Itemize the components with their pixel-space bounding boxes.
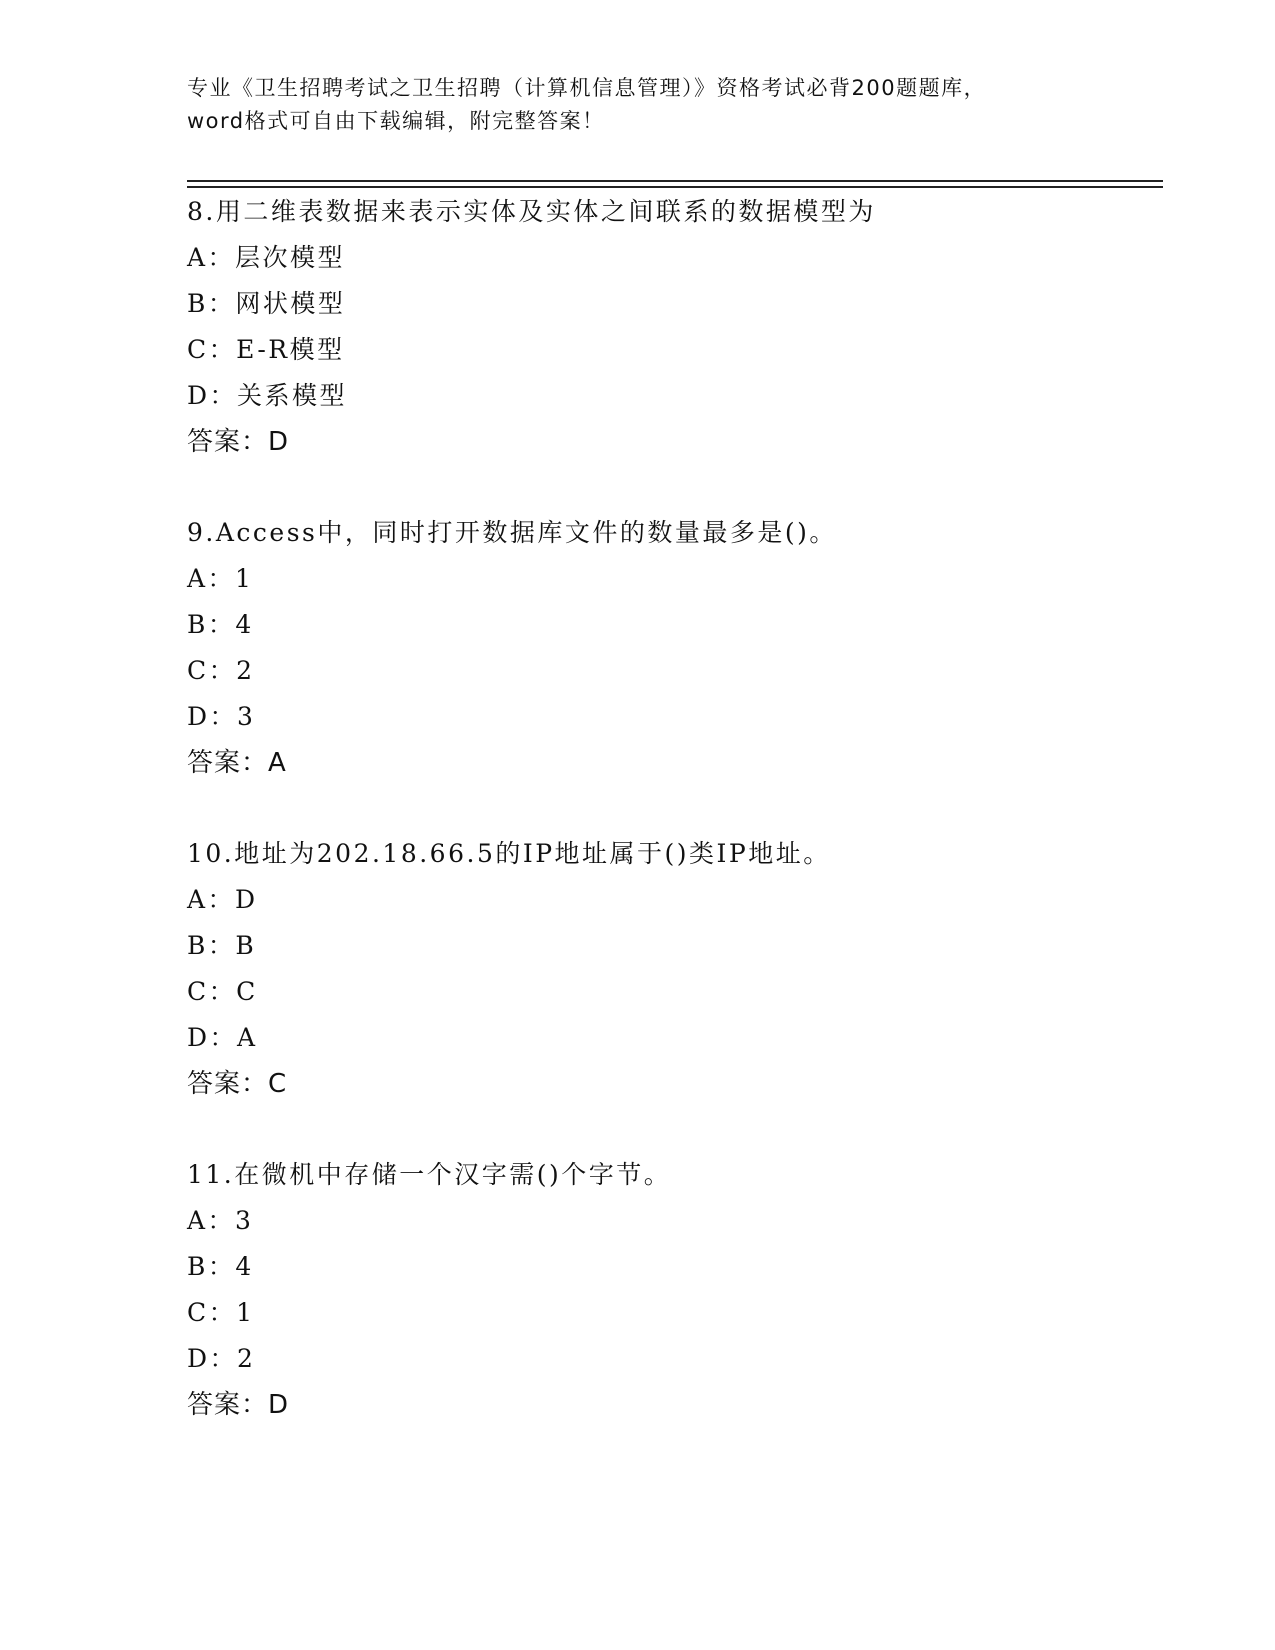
question-stem: 9.Access中，同时打开数据库文件的数量最多是()。 xyxy=(187,518,837,547)
answer-label: 答案：A xyxy=(187,748,287,778)
option-d: D：A xyxy=(187,1023,258,1052)
option-c: C：1 xyxy=(187,1298,255,1327)
option-d: D：关系模型 xyxy=(187,381,348,410)
option-c: C：E-R模型 xyxy=(187,335,345,364)
question-stem: 11.在微机中存储一个汉字需()个字节。 xyxy=(187,1160,672,1189)
question-stem: 10.地址为202.18.66.5的IP地址属于()类IP地址。 xyxy=(187,839,831,868)
answer-label: 答案：D xyxy=(187,1390,290,1420)
answer-label: 答案：C xyxy=(187,1069,288,1099)
option-c: C：2 xyxy=(187,656,255,685)
question-9 xyxy=(187,510,1147,786)
header-divider-top xyxy=(187,180,1163,182)
option-b: B：网状模型 xyxy=(187,289,346,318)
header-line-1: 专业《卫生招聘考试之卫生招聘（计算机信息管理）》资格考试必背200题题库， xyxy=(187,76,987,100)
question-10 xyxy=(187,831,1147,1107)
question-11 xyxy=(187,1152,1147,1428)
option-a: A：D xyxy=(187,885,258,914)
option-b: B：4 xyxy=(187,1252,254,1281)
header-divider-bottom xyxy=(187,186,1163,188)
option-a: A：1 xyxy=(187,564,254,593)
answer-label: 答案：D xyxy=(187,427,290,457)
option-c: C：C xyxy=(187,977,258,1006)
option-a: A：层次模型 xyxy=(187,243,346,272)
option-b: B：4 xyxy=(187,610,254,639)
question-stem: 8.用二维表数据来表示实体及实体之间联系的数据模型为 xyxy=(187,197,876,226)
document-header xyxy=(187,72,1087,138)
question-8 xyxy=(187,189,1147,465)
option-a: A：3 xyxy=(187,1206,254,1235)
option-b: B：B xyxy=(187,931,257,960)
option-d: D：3 xyxy=(187,702,256,731)
option-d: D：2 xyxy=(187,1344,256,1373)
header-line-2: word格式可自由下载编辑，附完整答案！ xyxy=(187,109,605,133)
